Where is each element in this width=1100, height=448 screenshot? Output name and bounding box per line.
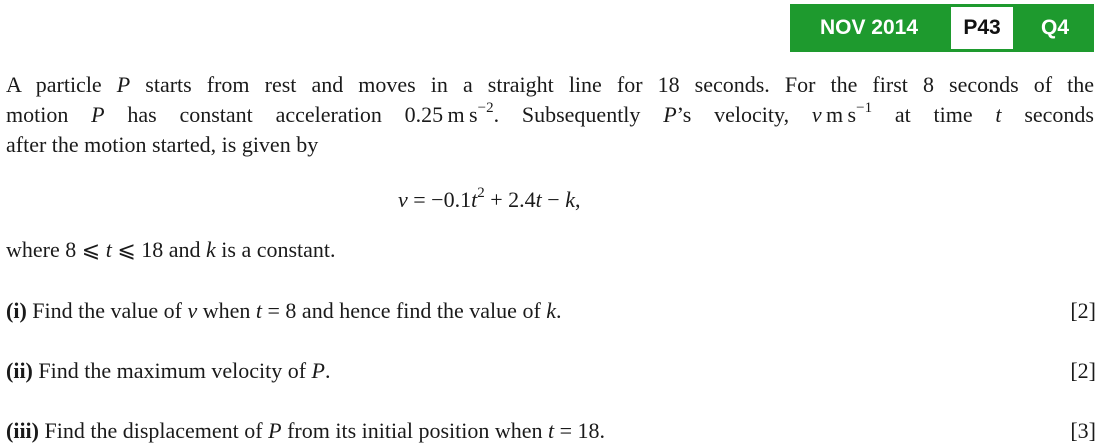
var-v: v [811, 102, 822, 127]
part-text-segment: = 8 and hence find the value of [262, 298, 547, 323]
question-part-i [6, 296, 1096, 326]
intro-text: ’s velocity, [676, 102, 812, 127]
equation-text: , [574, 187, 581, 212]
paper-code-label: P43 [948, 4, 1016, 52]
var-p: P [116, 72, 131, 97]
part-number: (i) [6, 298, 27, 323]
intro-line-3: after the motion started, is given by [6, 132, 319, 157]
part-text-segment: Find the displacement of [39, 418, 269, 443]
intro-text: has constant acceleration 0.25 m s [104, 102, 478, 127]
question-part-ii [6, 356, 1096, 386]
velocity-equation [398, 185, 580, 215]
var-t: t [105, 237, 112, 262]
var-p: P [91, 102, 105, 127]
domain-text: where 8 ⩽ [6, 237, 106, 262]
part-number: (ii) [6, 358, 33, 383]
part-text-segment: Find the maximum velocity of [32, 358, 312, 383]
var-v: v [187, 298, 198, 323]
var-k: k [565, 187, 575, 212]
exponent: 2 [477, 184, 485, 201]
var-t: t [995, 102, 1002, 127]
part-text-segment: . [324, 358, 331, 383]
part-text [6, 356, 330, 386]
part-text [6, 416, 605, 446]
exponent: −1 [856, 99, 873, 116]
var-p: P [663, 102, 677, 127]
exam-session-label: NOV 2014 [819, 16, 919, 39]
equation-text: = −0.1 [407, 187, 472, 212]
var-t: t [548, 418, 555, 443]
intro-line-1 [6, 70, 1094, 100]
marks-label: [2] [1070, 298, 1096, 323]
domain-statement [6, 235, 336, 265]
intro-line-2 [6, 100, 1094, 130]
marks-label: [3] [1070, 418, 1096, 443]
marks-label: [2] [1070, 358, 1096, 383]
part-text-segment: . [556, 298, 562, 323]
part-text-segment: = 18. [554, 418, 606, 443]
intro-text: at time [872, 102, 996, 127]
intro-text: m s [821, 102, 857, 127]
var-t: t [471, 187, 478, 212]
intro-text: starts from rest and moves in a straight line for 18 seconds. For the first 8 seconds of the [130, 72, 1094, 97]
intro-text: motion [6, 102, 92, 127]
var-k: k [546, 298, 557, 323]
var-t: t [535, 187, 542, 212]
part-number: (iii) [6, 418, 39, 443]
question-part-iii [6, 416, 1096, 446]
intro-text: A particle [6, 72, 117, 97]
part-text-segment: from its initial position when [281, 418, 549, 443]
question-number-label: Q4 [1040, 16, 1069, 39]
var-v: v [398, 187, 408, 212]
var-p: P [311, 358, 325, 383]
intro-text: seconds [1001, 102, 1094, 127]
part-text-segment: when [197, 298, 256, 323]
question-reference-header [790, 4, 1094, 52]
part-text [6, 296, 562, 326]
var-p: P [268, 418, 282, 443]
equation-text: − [541, 187, 566, 212]
part-text-segment: Find the value of [26, 298, 188, 323]
var-k: k [206, 237, 216, 262]
question-intro [6, 70, 1094, 160]
domain-text: is a constant. [215, 237, 336, 262]
var-t: t [255, 298, 263, 323]
intro-text: . Subsequently [493, 102, 664, 127]
equation-text: + 2.4 [484, 187, 536, 212]
exponent: −2 [477, 99, 494, 116]
domain-text: ⩽ 18 and [111, 237, 207, 262]
